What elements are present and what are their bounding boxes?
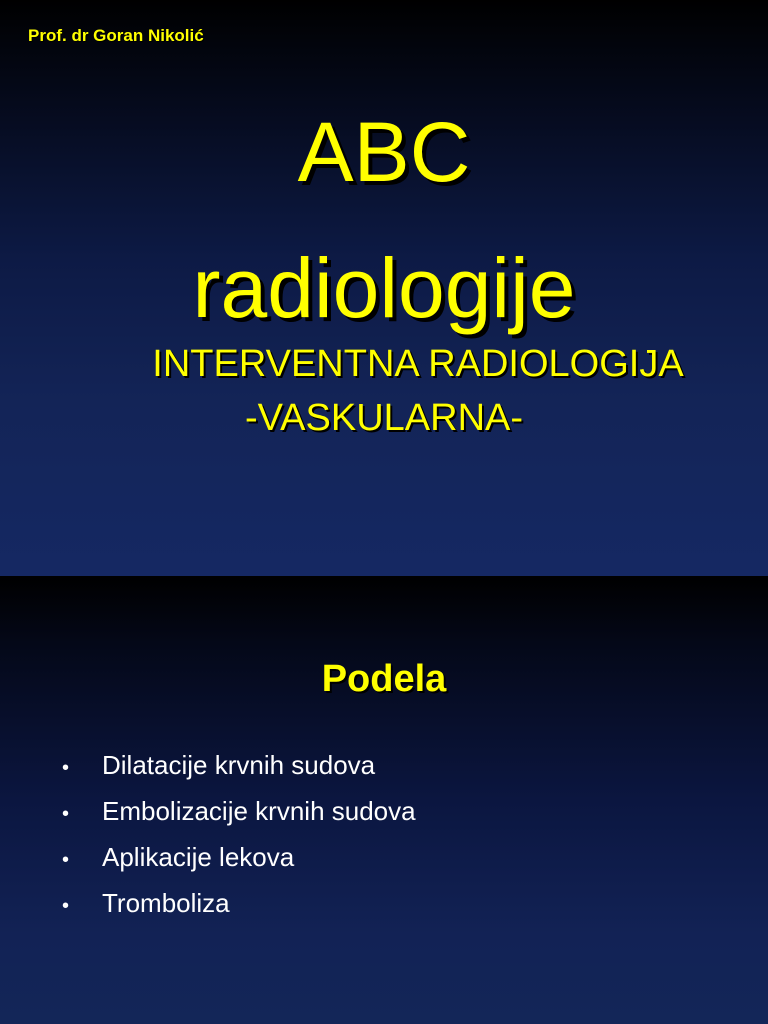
list-item-label: Dilatacije krvnih sudova	[102, 750, 376, 780]
bullet-icon: •	[62, 895, 70, 917]
subtitle-line-1: INTERVENTNA RADIOLOGIJA	[152, 343, 684, 385]
list-item-label: Tromboliza	[102, 888, 230, 918]
list-item-label: Aplikacije lekova	[102, 842, 295, 872]
list-item	[62, 836, 416, 882]
bullet-icon: •	[62, 849, 70, 871]
list-item	[62, 790, 416, 836]
bullet-icon: •	[62, 803, 70, 825]
list-item-label: Embolizacije krvnih sudova	[102, 796, 416, 826]
title-line-1: ABC	[297, 105, 471, 199]
content-slide	[0, 576, 768, 1024]
bullet-list	[62, 744, 416, 928]
section-heading: Podela	[321, 658, 447, 700]
list-item	[62, 744, 416, 790]
author-name: Prof. dr Goran Nikolić	[28, 26, 204, 45]
list-item	[62, 882, 416, 928]
title-line-2: radiologije	[192, 241, 576, 335]
bullet-icon: •	[62, 757, 70, 779]
subtitle-line-2: -VASKULARNA-	[244, 397, 524, 439]
